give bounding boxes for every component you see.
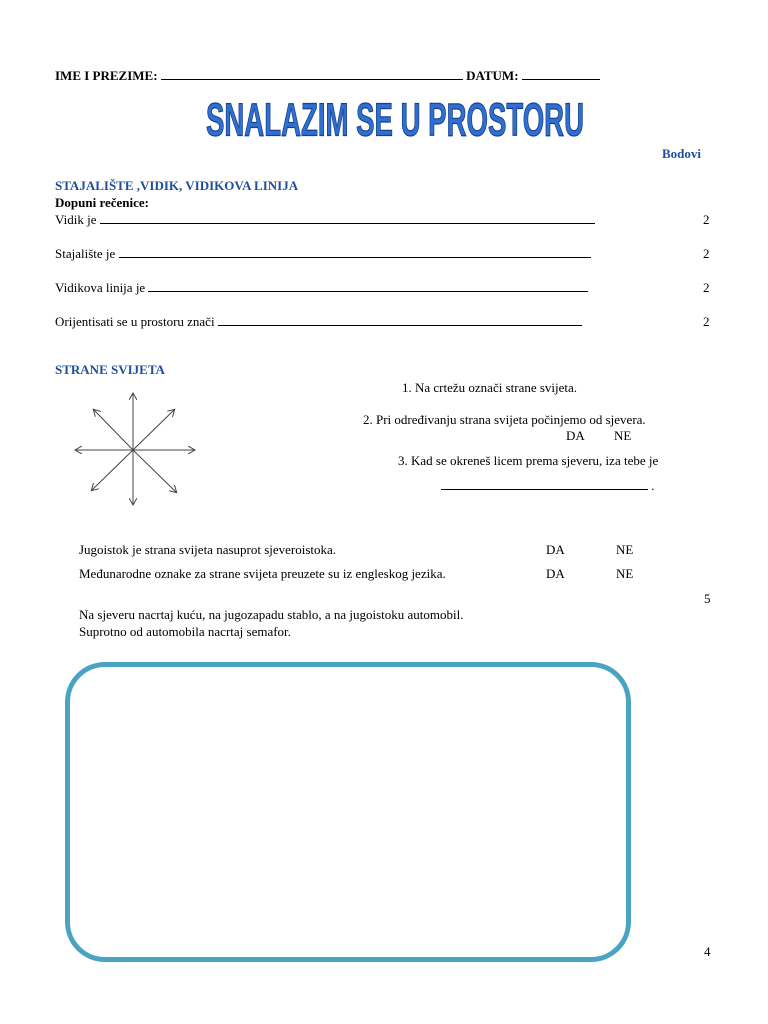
drawing-task-line-2: Suprotno od automobila nacrtaj semafor.: [79, 624, 291, 639]
date-label: DATUM:: [466, 68, 519, 83]
statement-1-no[interactable]: NE: [616, 542, 634, 557]
section2-heading: STRANE SVIJETA: [55, 362, 165, 377]
points-value: 2: [703, 314, 710, 329]
question-1: 1. Na crtežu označi strane svijeta.: [402, 380, 578, 395]
answer-blank[interactable]: [218, 314, 582, 326]
points-header: Bodovi: [662, 146, 702, 161]
points-value: 2: [703, 246, 710, 261]
q2-no-option[interactable]: NE: [614, 428, 632, 443]
question-3: 3. Kad se okreneš licem prema sjeveru, iza tebe je: [398, 453, 659, 468]
answer-blank[interactable]: [119, 246, 591, 258]
statement-1-yes[interactable]: DA: [546, 542, 565, 557]
fill-item-orijentisati: [55, 314, 582, 330]
q3-answer-line: [441, 478, 655, 494]
statement-2-yes[interactable]: DA: [546, 566, 565, 581]
statement-2: Međunarodne oznake za strane svijeta preuzete su iz engleskog jezika.: [79, 566, 446, 581]
q3-end-punctuation: .: [651, 478, 655, 493]
answer-blank[interactable]: [441, 478, 648, 490]
drawing-task-line-1: Na sjeveru nacrtaj kuću, na jugozapadu stablo, a na jugoistoku automobil.: [79, 607, 464, 622]
page-title: SNALAZIM SE U PROSTORU: [205, 95, 584, 147]
q2-yes-option[interactable]: DA: [566, 428, 585, 443]
name-label: IME I PREZIME:: [55, 68, 158, 83]
fill-item-label: Vidikova linija je: [55, 280, 146, 295]
fill-item-label: Stajalište je: [55, 246, 116, 261]
fill-item-label: Vidik je: [55, 212, 97, 227]
drawing-area-box[interactable]: [65, 662, 631, 962]
points-value: 5: [704, 591, 711, 606]
compass-rose-drawing: [70, 388, 200, 508]
answer-blank[interactable]: [100, 212, 595, 224]
statement-2-no[interactable]: NE: [616, 566, 634, 581]
statement-1: Jugoistok je strana svijeta nasuprot sjeveroistoka.: [79, 542, 337, 557]
name-date-line: [55, 68, 600, 84]
section1-instruction: Dopuni rečenice:: [55, 195, 149, 210]
points-value: 4: [704, 944, 711, 959]
answer-blank[interactable]: [148, 280, 588, 292]
name-blank[interactable]: [161, 68, 463, 80]
question-2: 2. Pri određivanju strana svijeta počinjemo od sjevera.: [363, 412, 646, 427]
date-blank[interactable]: [522, 68, 600, 80]
section1-heading: STAJALIŠTE ,VIDIK, VIDIKOVA LINIJA: [55, 178, 299, 193]
fill-item-stajaliste: [55, 246, 591, 262]
fill-item-label: Orijentisati se u prostoru znači: [55, 314, 215, 329]
title-wordart: [195, 92, 595, 152]
points-value: 2: [703, 280, 710, 295]
points-value: 2: [703, 212, 710, 227]
fill-item-vidikova-linija: [55, 280, 588, 296]
fill-item-vidik: [55, 212, 595, 228]
